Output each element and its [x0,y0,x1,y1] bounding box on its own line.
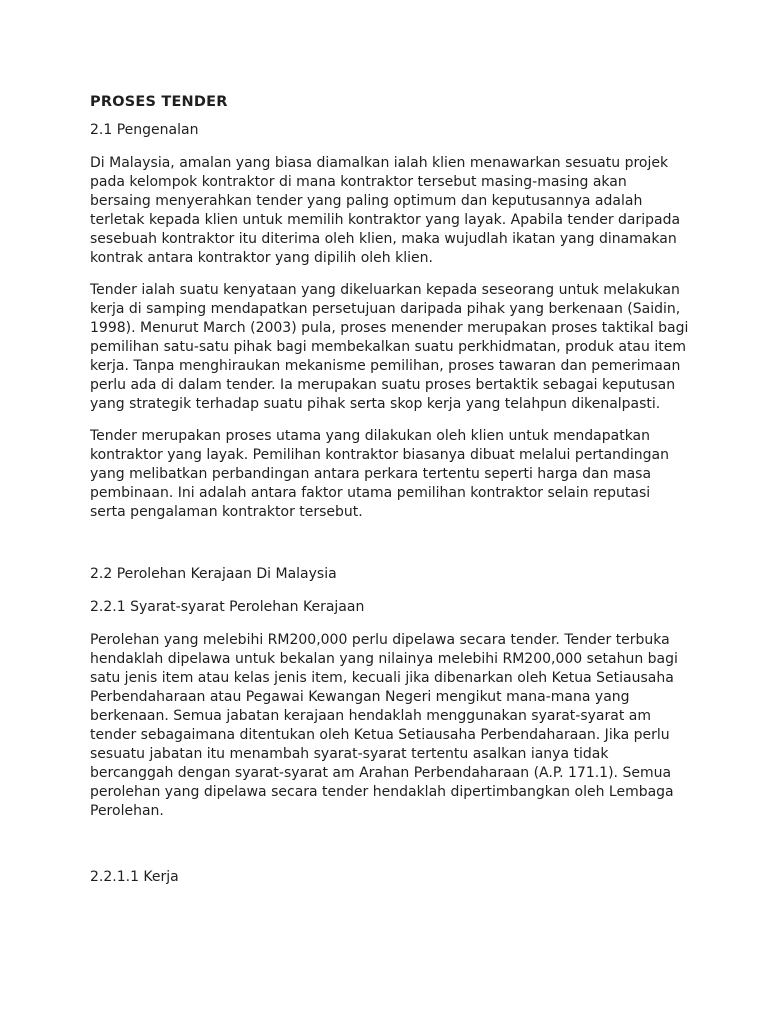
document-title: PROSES TENDER [90,94,228,110]
section-heading-2-1: 2.1 Pengenalan [90,122,199,138]
paragraph-intro-1: Di Malaysia, amalan yang biasa diamalkan ialah klien menawarkan sesuatu projek pada kelompok kontraktor di mana kontraktor tersebut masing-masing akan bersaing menyerahkan tender yang paling optimum dan keputusannya adalah terletak kepada klien untuk memilih kontraktor yang layak. Apabila tender daripada sesebuah kontraktor itu diterima oleh klien, maka wujudlah ikatan yang dinamakan kontrak antara kontraktor yang dipilih oleh klien. [90,155,681,266]
paragraph-procurement: Perolehan yang melebihi RM200,000 perlu dipelawa secara tender. Tender terbuka hendaklah dipelawa untuk bekalan yang nilainya melebihi RM200,000 setahun bagi satu jenis item atau kelas jenis item, kecuali jika dibenarkan oleh Ketua Setiausaha Perbendaharaan atau Pegawai Kewangan Negeri mengikut mana-mana yang berkenaan. Semua jabatan kerajaan hendaklah menggunakan syarat-syarat am tender sebagaimana ditentukan oleh Ketua Setiausaha Perbendaharaan. Jika perlu sesuatu jabatan itu menambah syarat-syarat tertentu asalkan ianya tidak bercanggah dengan syarat-syarat am Arahan Perbendaharaan (A.P. 171.1). Semua perolehan yang dipelawa secara tender hendaklah dipertimbangkan oleh Lembaga Perolehan. [90,632,678,819]
subsection-heading-2-2-1: 2.2.1 Syarat-syarat Perolehan Kerajaan [90,599,365,615]
section-spacer [90,834,690,868]
section-heading-2-2: 2.2 Perolehan Kerajaan Di Malaysia [90,566,337,582]
section-spacer [90,535,690,565]
subsection-heading-2-2-1-1: 2.2.1.1 Kerja [90,869,179,885]
document-body [90,93,690,901]
paragraph-intro-3: Tender merupakan proses utama yang dilakukan oleh klien untuk mendapatkan kontraktor yang layak. Pemilihan kontraktor biasanya dibuat melalui pertandingan yang melibatkan perbandingan antara perkara tertentu seperti harga dan masa pembinaan. Ini adalah antara faktor utama pemilihan kontraktor selain reputasi serta pengalaman kontraktor tersebut. [90,428,670,520]
paragraph-intro-2: Tender ialah suatu kenyataan yang dikeluarkan kepada seseorang untuk melakukan kerja di samping mendapatkan persetujuan daripada pihak yang berkenaan (Saidin, 1998). Menurut March (2003) pula, proses menender merupakan proses taktikal bagi pemilihan satu-satu pihak bagi membekalkan suatu perkhidmatan, produk atau item kerja. Tanpa menghiraukan mekanisme pemilihan, proses tawaran dan pemerimaan perlu ada di dalam tender. Ia merupakan suatu proses bertaktik sebagai keputusan yang strategik terhadap suatu pihak serta skop kerja yang telahpun dikenalpasti. [90,282,689,412]
